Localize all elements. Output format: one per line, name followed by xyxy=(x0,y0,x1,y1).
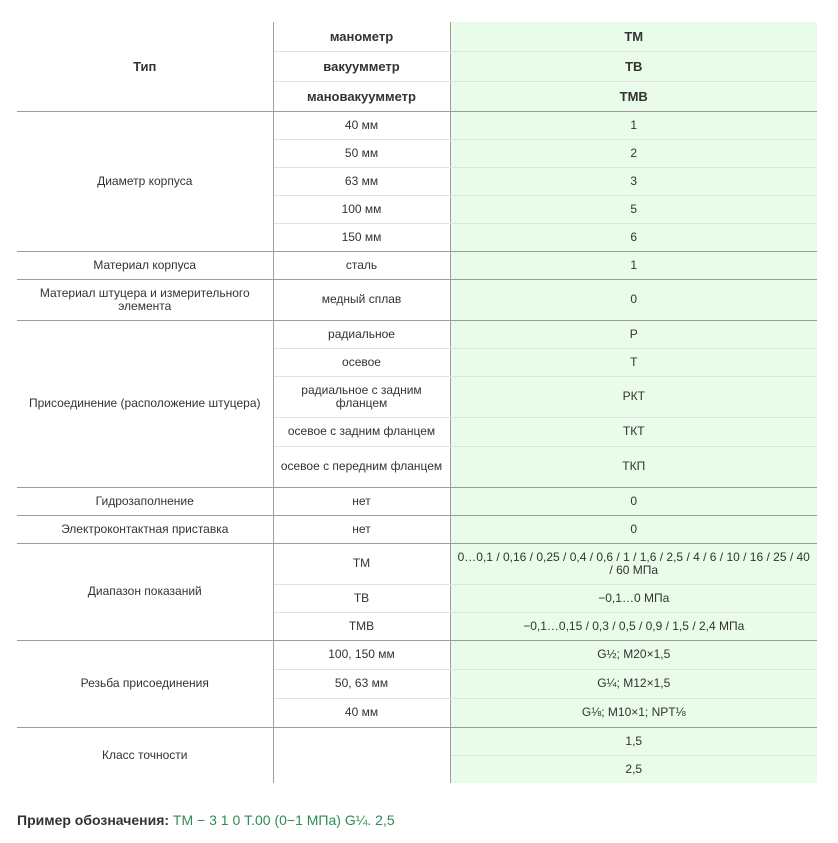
thread-code: G½; M20×1,5 xyxy=(450,640,817,669)
thread-code: G¼; M12×1,5 xyxy=(450,669,817,698)
diameter-value: 50 мм xyxy=(273,139,450,167)
fitting-material-label: Материал штуцера и измерительного элемента xyxy=(17,279,273,320)
thread-value: 50, 63 мм xyxy=(273,669,450,698)
connection-code: Т xyxy=(450,348,817,376)
connection-code: Р xyxy=(450,320,817,348)
diameter-code: 6 xyxy=(450,223,817,251)
body-material-label: Материал корпуса xyxy=(17,251,273,279)
accuracy-code: 2,5 xyxy=(450,755,817,783)
connection-value: осевое с задним фланцем xyxy=(273,417,450,446)
connection-value: осевое xyxy=(273,348,450,376)
table-row xyxy=(17,515,817,543)
table-row xyxy=(17,640,817,669)
electro-contact-code: 0 xyxy=(450,515,817,543)
connection-value: радиальное с задним фланцем xyxy=(273,376,450,417)
diameter-value: 63 мм xyxy=(273,167,450,195)
type-code: ТМВ xyxy=(450,81,817,111)
thread-value: 100, 150 мм xyxy=(273,640,450,669)
diameter-value: 150 мм xyxy=(273,223,450,251)
accuracy-label: Класс точности xyxy=(17,727,273,783)
diameter-value: 40 мм xyxy=(273,111,450,139)
hydro-fill-value: нет xyxy=(273,487,450,515)
diameter-label: Диаметр корпуса xyxy=(17,111,273,251)
type-name: манометр xyxy=(273,22,450,51)
table-row xyxy=(17,111,817,139)
hydro-fill-code: 0 xyxy=(450,487,817,515)
body-material-value: сталь xyxy=(273,251,450,279)
thread-label: Резьба присоединения xyxy=(17,640,273,727)
body-material-code: 1 xyxy=(450,251,817,279)
diameter-code: 3 xyxy=(450,167,817,195)
connection-code: РКТ xyxy=(450,376,817,417)
range-value: ТМВ xyxy=(273,612,450,640)
range-code: −0,1…0,15 / 0,3 / 0,5 / 0,9 / 1,5 / 2,4 МПа xyxy=(450,612,817,640)
hydro-fill-label: Гидрозаполнение xyxy=(17,487,273,515)
diameter-code: 2 xyxy=(450,139,817,167)
thread-value: 40 мм xyxy=(273,698,450,727)
range-label: Диапазон показаний xyxy=(17,543,273,640)
fitting-material-value: медный сплав xyxy=(273,279,450,320)
designation-example xyxy=(17,811,395,829)
type-label: Тип xyxy=(17,22,273,111)
thread-code: G⅛; M10×1; NPT⅛ xyxy=(450,698,817,727)
electro-contact-value: нет xyxy=(273,515,450,543)
designation-example-value: ТМ − 3 1 0 Т.00 (0−1 МПа) G¼. 2,5 xyxy=(172,812,395,828)
diameter-value: 100 мм xyxy=(273,195,450,223)
accuracy-code: 1,5 xyxy=(450,727,817,755)
range-value: ТМ xyxy=(273,543,450,584)
connection-code: ТКП xyxy=(450,446,817,487)
fitting-material-code: 0 xyxy=(450,279,817,320)
connection-value: радиальное xyxy=(273,320,450,348)
table-row xyxy=(17,543,817,584)
type-name: мановакуумметр xyxy=(273,81,450,111)
table-row xyxy=(17,251,817,279)
diameter-code: 5 xyxy=(450,195,817,223)
connection-value: осевое с передним фланцем xyxy=(273,446,450,487)
type-name: вакуумметр xyxy=(273,51,450,81)
connection-code: ТКТ xyxy=(450,417,817,446)
table-row xyxy=(17,279,817,320)
table-row xyxy=(17,22,817,51)
table-row xyxy=(17,320,817,348)
table-row xyxy=(17,487,817,515)
table-row xyxy=(17,727,817,755)
type-code: ТВ xyxy=(450,51,817,81)
diameter-code: 1 xyxy=(450,111,817,139)
designation-example-label: Пример обозначения: xyxy=(17,812,170,828)
specification-table xyxy=(17,22,817,783)
connection-label: Присоединение (расположение штуцера) xyxy=(17,320,273,487)
accuracy-value xyxy=(273,727,450,783)
range-code: −0,1…0 МПа xyxy=(450,584,817,612)
electro-contact-label: Электроконтактная приставка xyxy=(17,515,273,543)
range-code: 0…0,1 / 0,16 / 0,25 / 0,4 / 0,6 / 1 / 1,6 / 2,5 / 4 / 6 / 10 / 16 / 25 / 40 / 60 МПа xyxy=(450,543,817,584)
type-code: ТМ xyxy=(450,22,817,51)
range-value: ТВ xyxy=(273,584,450,612)
